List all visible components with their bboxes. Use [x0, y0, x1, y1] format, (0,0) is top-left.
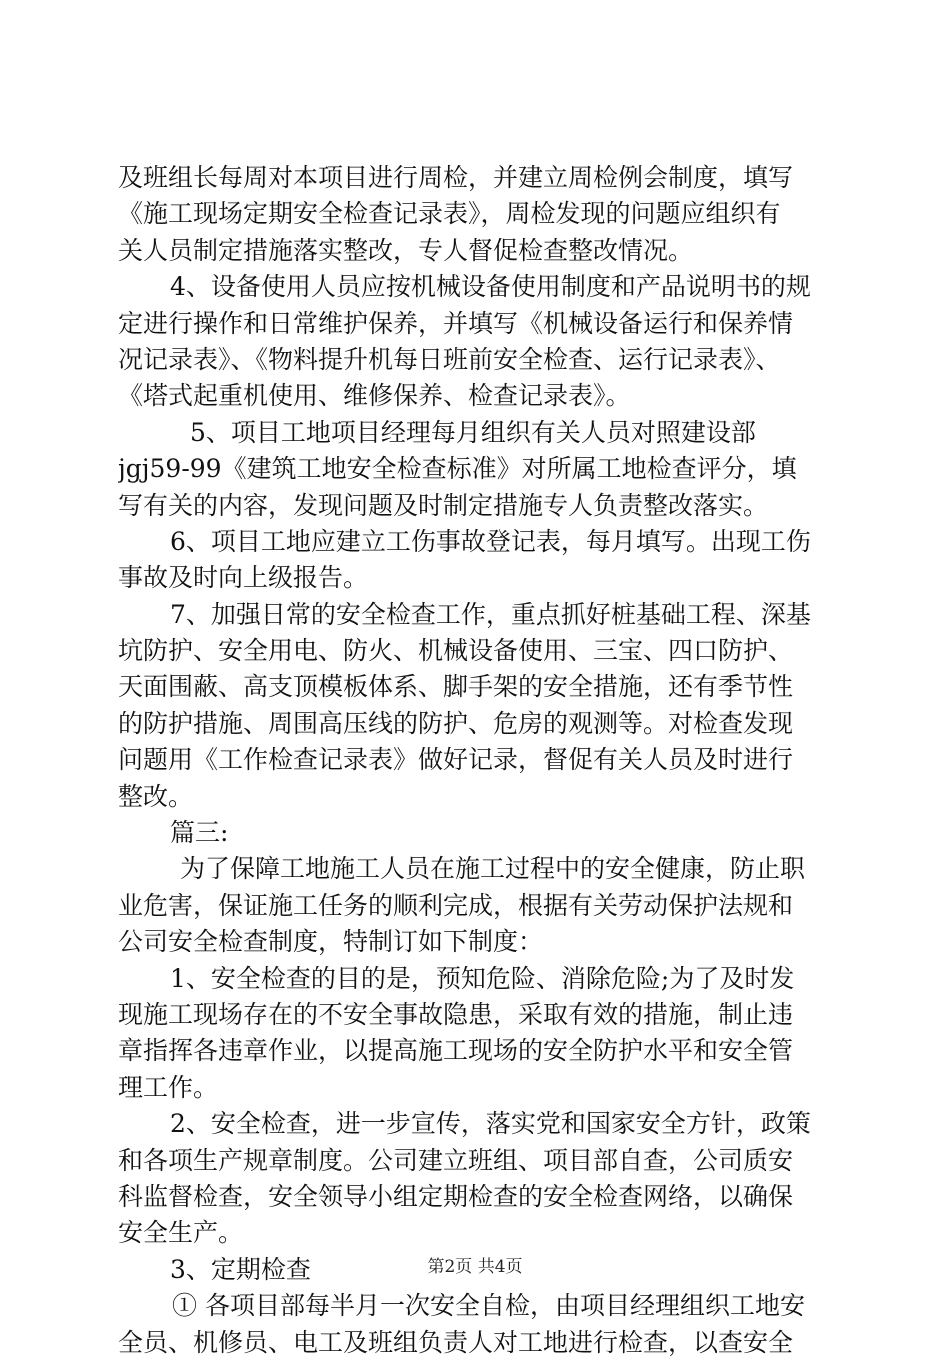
intro-paragraph-start: 为了保障工地施工人员在施工过程中的安全健康，防止职 [180, 854, 806, 884]
text-line: 关人员制定措施落实整改，专人督促检查整改情况。 [118, 235, 694, 265]
text-line: 现施工现场存在的不安全事故隐患，采取有效的措施，制止违 [118, 999, 794, 1029]
paragraph-5-start: 5、项目工地项目经理每月组织有关人员对照建设部 [190, 417, 756, 447]
item-1-start: 1、安全检查的目的是，预知危险、消除危险;为了及时发 [170, 963, 795, 993]
paragraph-4-start: 4、设备使用人员应按机械设备使用制度和产品说明书的规 [170, 272, 811, 302]
text-line: 章指挥各违章作业，以提高施工现场的安全防护水平和安全管 [118, 1036, 794, 1066]
item-3-heading: 3、定期检查 [170, 1254, 311, 1284]
paragraph-6-start: 6、项目工地应建立工伤事故登记表，每月填写。出现工伤 [170, 526, 811, 556]
text-line: 和各项生产规章制度。公司建立班组、项目部自查，公司质安 [118, 1145, 794, 1175]
document-body [118, 160, 838, 1361]
text-line: 全员、机修员、电工及班组负责人对工地进行检查，以查安全 [118, 1327, 794, 1357]
item-2-start: 2、安全检查，进一步宣传，落实党和国家安全方针，政策 [170, 1109, 811, 1139]
text-line: 写有关的内容，发现问题及时制定措施专人负责整改落实。 [118, 490, 769, 520]
page-footer: 第2页 共4页 [427, 1257, 523, 1277]
sub-item-1-start: ① 各项目部每半月一次安全自检，由项目经理组织工地安 [172, 1291, 805, 1321]
text-line: 业危害，保证施工任务的顺利完成，根据有关劳动保护法规和 [118, 890, 794, 920]
text-line: 整改。 [118, 781, 194, 811]
text-line: 事故及时向上级报告。 [118, 563, 369, 593]
text-line: 定进行操作和日常维护保养，并填写《机械设备运行和保养情 [118, 308, 794, 338]
text-line: 《施工现场定期安全检查记录表》，周检发现的问题应组织有 [118, 199, 781, 229]
text-line: 况记录表》、《物料提升机每日班前安全检查、运行记录表》、 [118, 344, 781, 374]
text-line: 理工作。 [118, 1072, 219, 1102]
text-line: 科监督检查，安全领导小组定期检查的安全检查网络，以确保 [118, 1181, 794, 1211]
paragraph-7-start: 7、加强日常的安全检查工作，重点抓好桩基础工程、深基 [170, 599, 811, 629]
text-line: jgj59-99《建筑工地安全检查标准》对所属工地检查评分，填 [118, 454, 797, 484]
text-line: 《塔式起重机使用、维修保养、检查记录表》。 [118, 381, 631, 411]
text-line: 天面围蔽、高支顶模板体系、脚手架的安全措施，还有季节性 [118, 672, 794, 702]
text-line: 的防护措施、周围高压线的防护、危房的观测等。对检查发现 [118, 708, 794, 738]
text-line: 及班组长每周对本项目进行周检，并建立周检例会制度，填写 [118, 163, 794, 192]
text-line: 问题用《工作检查记录表》做好记录，督促有关人员及时进行 [118, 745, 794, 775]
text-line: 坑防护、安全用电、防火、机械设备使用、三宝、四口防护、 [118, 636, 794, 666]
text-line: 公司安全检查制度，特制订如下制度： [118, 927, 544, 957]
section-heading: 篇三: [170, 818, 229, 848]
text-line: 安全生产。 [118, 1218, 244, 1248]
